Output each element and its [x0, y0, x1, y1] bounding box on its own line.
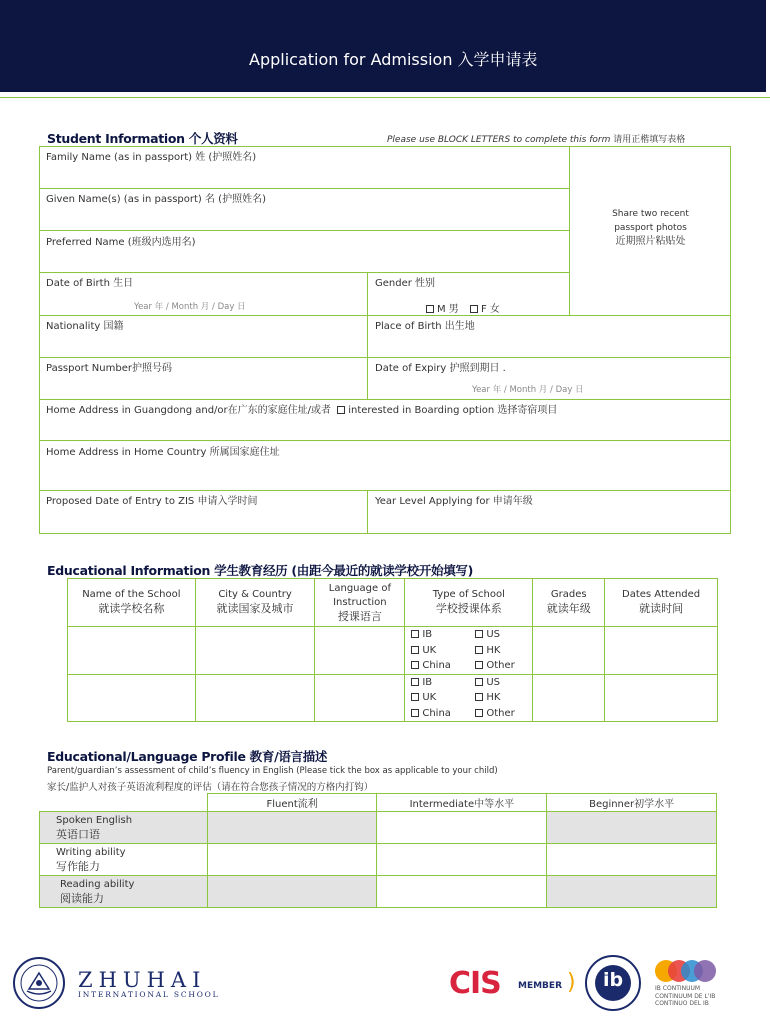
type-other-label: Other [486, 660, 515, 671]
family-name-field[interactable] [39, 146, 570, 189]
place-of-birth-label: Place of Birth 出生地 [375, 321, 475, 332]
level-beginner: Beginner初学水平 [547, 794, 717, 812]
type-other-label: Other [486, 707, 515, 719]
table-row [68, 674, 718, 722]
cis-bracket-icon: ) [567, 970, 576, 995]
education-section-heading: Educational Information 学生教育经历 (由距今最近的就读学校开始填写) [47, 563, 474, 578]
language-corner-cell [40, 794, 208, 812]
year-level-field[interactable] [368, 491, 731, 534]
header-divider [0, 97, 770, 98]
home-address-country-label: Home Address in Home Country 所属国家庭住址 [46, 447, 280, 458]
gender-field [368, 273, 570, 316]
col-type-of-school [405, 579, 533, 627]
language-intro-en: Parent/guardian’s assessment of child’s fluency in English (Please tick the box as applicable to your child) [47, 766, 498, 776]
type-other-checkbox[interactable] [475, 709, 483, 717]
type-uk-label: UK [422, 644, 437, 656]
expiry-format: Year 年 / Month 月 / Day 日 [472, 385, 584, 395]
nationality-label: Nationality 国籍 [46, 321, 124, 332]
writing-fluent-cell[interactable] [207, 844, 377, 876]
table-row [68, 627, 718, 675]
col-school-name [68, 579, 196, 627]
skill-spoken-en: Spoken English [56, 814, 133, 826]
type-other-checkbox[interactable] [475, 661, 483, 669]
dob-format: Year 年 / Month 月 / Day 日 [134, 302, 246, 312]
student-section-heading: Student Information 个人资料 [47, 131, 238, 146]
type-us-label: US [486, 629, 501, 640]
col-language-cn: 授课语言 [337, 609, 382, 623]
type-cell [405, 674, 533, 722]
home-address-gd-label: Home Address in Guangdong and/or在广东的家庭住址/或者 [46, 405, 332, 416]
home-address-country-field[interactable] [39, 441, 731, 491]
type-ib-label: IB [422, 629, 433, 640]
block-letters-note [387, 132, 685, 145]
entry-date-field[interactable] [39, 491, 368, 534]
col-school-name-cn: 就读学校名称 [98, 602, 165, 615]
given-name-field[interactable] [39, 189, 570, 231]
dob-label: Date of Birth 生日 [46, 278, 134, 289]
cis-member-label: MEMBER [518, 981, 562, 991]
given-name-label: Given Name(s) (as in passport) 名 (护照姓名) [46, 194, 266, 205]
school-name-cell[interactable] [68, 674, 196, 722]
type-uk-checkbox[interactable] [411, 693, 419, 701]
type-china-checkbox[interactable] [411, 661, 419, 669]
education-table [67, 578, 718, 722]
zis-crest-icon [13, 957, 65, 1009]
ib-world-school-icon [585, 955, 641, 1011]
col-school-name-en: Name of the School [82, 589, 181, 600]
language-table [39, 793, 717, 908]
type-hk-label: HK [486, 644, 501, 656]
gender-f-label: F 女 [481, 304, 500, 315]
type-ib-checkbox[interactable] [411, 678, 419, 686]
dates-cell[interactable] [605, 674, 718, 722]
col-type-en: Type of School [432, 589, 505, 600]
skill-writing [40, 844, 208, 876]
gender-m-checkbox[interactable] [426, 305, 434, 313]
table-row [40, 844, 717, 876]
language-header-row [40, 794, 717, 812]
school-sub-logo: INTERNATIONAL SCHOOL [78, 990, 220, 999]
col-dates-cn: 就读时间 [639, 602, 684, 615]
expiry-label: Date of Expiry 护照到期日 . [375, 363, 506, 374]
skill-reading [40, 876, 208, 908]
ib-continuum-icon [654, 959, 720, 983]
preferred-name-field[interactable] [39, 231, 570, 273]
gender-f-checkbox[interactable] [470, 305, 478, 313]
place-of-birth-field[interactable] [368, 316, 731, 358]
writing-intermediate-cell[interactable] [377, 844, 547, 876]
col-city-country [195, 579, 315, 627]
table-row [40, 876, 717, 908]
boarding-checkbox[interactable] [337, 406, 345, 414]
dates-cell[interactable] [605, 627, 718, 675]
col-dates [605, 579, 718, 627]
type-china-label: China [422, 707, 451, 719]
type-hk-checkbox[interactable] [475, 646, 483, 654]
level-intermediate: Intermediate中等水平 [377, 794, 547, 812]
photo-line-3: 近期照片粘贴处 [615, 236, 686, 247]
gender-label: Gender 性别 [375, 278, 436, 289]
passport-number-field[interactable] [39, 358, 368, 400]
type-china-label: China [422, 660, 451, 671]
type-uk-checkbox[interactable] [411, 646, 419, 654]
ib-cont-3: CONTINUO DEL IB [655, 1000, 709, 1007]
col-grades-cn: 就读年级 [546, 602, 591, 615]
col-grades-en: Grades [550, 589, 587, 600]
reading-beginner-cell[interactable] [547, 876, 717, 908]
entry-date-label: Proposed Date of Entry to ZIS 申请入学时间 [46, 496, 258, 507]
col-language [315, 579, 405, 627]
type-us-checkbox[interactable] [475, 678, 483, 686]
type-ib-label: IB [422, 676, 433, 688]
type-us-checkbox[interactable] [475, 630, 483, 638]
photo-line-1: Share two recent [612, 209, 689, 219]
grades-cell[interactable] [533, 674, 605, 722]
spoken-fluent-cell[interactable] [207, 812, 377, 844]
page-title: Application for Admission 入学申请表 [249, 50, 538, 69]
city-country-cell[interactable] [195, 674, 315, 722]
type-uk-label: UK [422, 692, 437, 703]
passport-number-label: Passport Number护照号码 [46, 363, 172, 374]
type-china-checkbox[interactable] [411, 709, 419, 717]
level-fluent: Fluent流利 [207, 794, 377, 812]
skill-spoken [40, 812, 208, 844]
language-section-heading: Educational/Language Profile 教育/语言描述 [47, 749, 328, 764]
col-type-cn: 学校授课体系 [435, 602, 502, 615]
note-cn: 请用正楷填写表格 [610, 135, 686, 145]
language-cell[interactable] [315, 627, 405, 675]
spoken-intermediate-cell[interactable] [377, 812, 547, 844]
table-row [40, 812, 717, 844]
skill-writing-cn: 写作能力 [56, 859, 100, 873]
gender-m-label: M 男 [437, 304, 459, 315]
nationality-field[interactable] [39, 316, 368, 358]
language-cell[interactable] [315, 674, 405, 722]
ib-cont-1: IB CONTINUUM [655, 985, 701, 992]
grades-cell[interactable] [533, 627, 605, 675]
preferred-name-label: Preferred Name (班级内选用名) [46, 237, 196, 248]
city-country-cell[interactable] [195, 627, 315, 675]
family-name-label: Family Name (as in passport) 姓 (护照姓名) [46, 152, 257, 163]
language-intro-cn: 家长/监护人对孩子英语流利程度的评估（请在符合您孩子情况的方格内打钩） [47, 782, 374, 793]
reading-fluent-cell[interactable] [207, 876, 377, 908]
skill-spoken-cn: 英语口语 [56, 827, 100, 841]
col-city-country-cn: 就读国家及城市 [216, 602, 294, 615]
expiry-field[interactable] [368, 358, 731, 400]
col-dates-en: Dates Attended [622, 589, 701, 600]
school-name-logo: ZHUHAI [78, 968, 207, 992]
home-address-gd-field[interactable] [39, 400, 731, 441]
col-grades [533, 579, 605, 627]
type-us-label: US [486, 676, 501, 688]
col-city-country-en: City & Country [218, 589, 292, 600]
dob-field[interactable] [39, 273, 368, 316]
education-header-row [68, 579, 718, 627]
skill-reading-en: Reading ability [60, 878, 135, 890]
type-cell [405, 627, 533, 675]
type-hk-label: HK [486, 692, 501, 703]
skill-reading-cn: 阅读能力 [60, 891, 104, 905]
type-hk-checkbox[interactable] [475, 693, 483, 701]
type-ib-checkbox[interactable] [411, 630, 419, 638]
cis-logo: CIS [449, 966, 501, 1001]
spoken-beginner-cell[interactable] [547, 812, 717, 844]
photo-line-2: passport photos [614, 223, 687, 233]
writing-beginner-cell[interactable] [547, 844, 717, 876]
col-language-en: Language of Instruction [328, 582, 391, 608]
ib-continuum-text [655, 985, 715, 1008]
note-italic: Please use BLOCK LETTERS to complete this form [387, 135, 611, 145]
ib-logo-text: ib [602, 969, 624, 991]
photo-box[interactable] [570, 146, 731, 316]
skill-writing-en: Writing ability [56, 846, 126, 858]
year-level-label: Year Level Applying for 申请年级 [375, 496, 533, 507]
school-name-cell[interactable] [68, 627, 196, 675]
boarding-label: interested in Boarding option 选择寄宿项目 [348, 405, 558, 416]
header-banner [0, 0, 766, 92]
ib-cont-2: CONTINUUM DE L'IB [655, 992, 716, 1000]
reading-intermediate-cell[interactable] [377, 876, 547, 908]
